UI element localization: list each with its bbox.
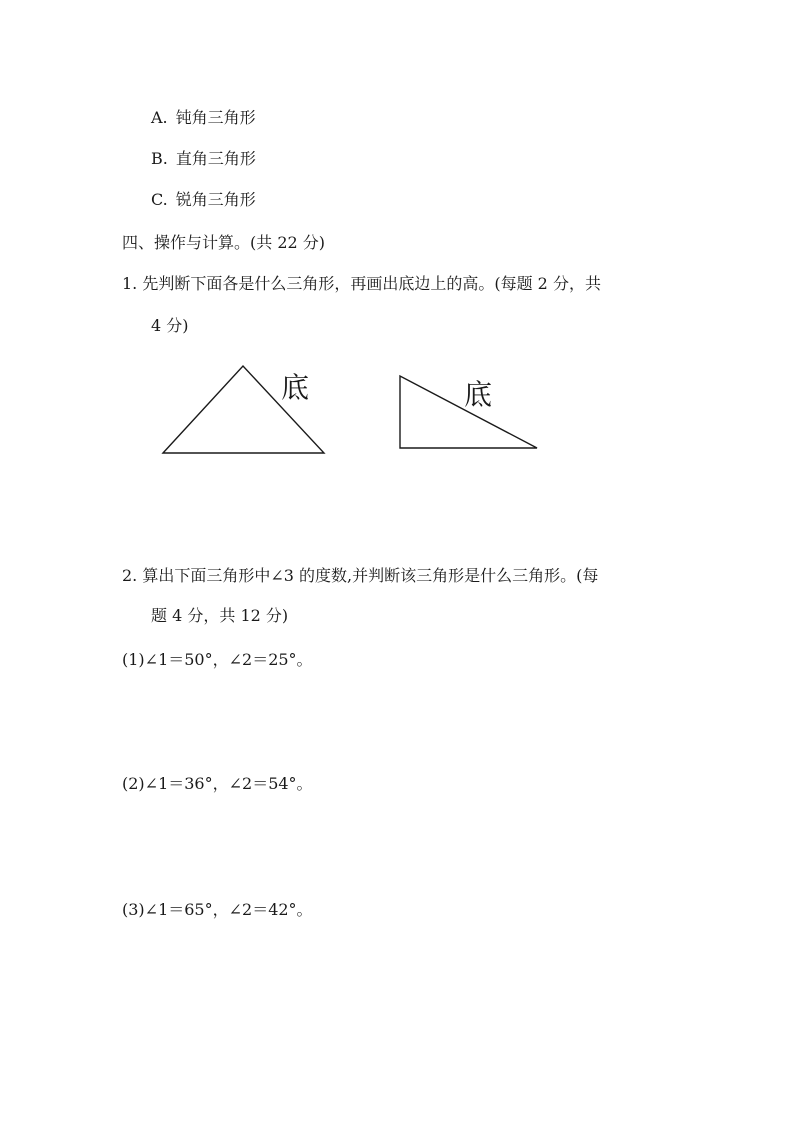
section-4-title: 四、操作与计算。(共 22 分) bbox=[122, 233, 326, 252]
option-c-text: 锐角三角形 bbox=[175, 190, 256, 209]
option-b-letter: B. bbox=[151, 149, 168, 168]
question-2-part-2: (2)∠1＝36°，∠2＝54°。 bbox=[122, 774, 313, 793]
question-2-part-3: (3)∠1＝65°，∠2＝42°。 bbox=[122, 900, 313, 919]
question-2-line-2: 题 4 分，共 12 分) bbox=[151, 606, 289, 625]
question-1-line-1: 1. 先判断下面各是什么三角形，再画出底边上的高。(每题 2 分，共 bbox=[122, 274, 601, 293]
question-2-line-1: 2. 算出下面三角形中∠3 的度数,并判断该三角形是什么三角形。(每 bbox=[122, 566, 599, 585]
question-2-part-1: (1)∠1＝50°，∠2＝25°。 bbox=[122, 650, 313, 669]
triangle-1-base-label: 底 bbox=[281, 371, 310, 404]
question-1-line-2: 4 分) bbox=[151, 316, 189, 335]
option-c-letter: C. bbox=[151, 190, 168, 209]
triangle-figures bbox=[0, 0, 794, 520]
triangle-2-base-label: 底 bbox=[464, 378, 493, 411]
option-a-text: 钝角三角形 bbox=[175, 108, 256, 127]
option-a-letter: A. bbox=[151, 108, 168, 127]
option-b-text: 直角三角形 bbox=[175, 149, 256, 168]
